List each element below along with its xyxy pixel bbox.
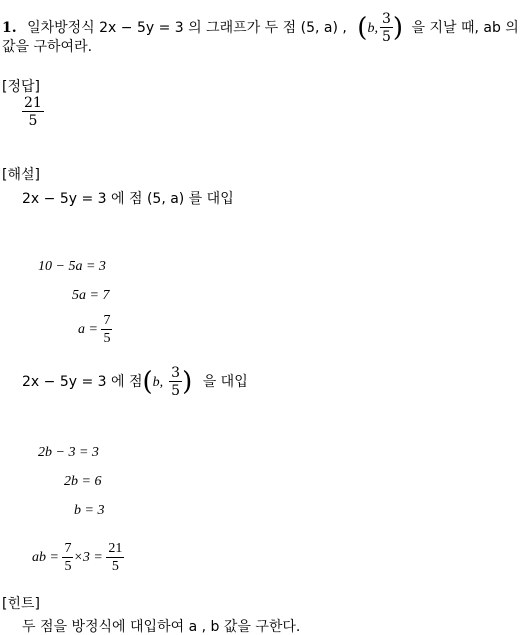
answer-value	[22, 96, 44, 128]
equation-3-num: 7	[103, 313, 111, 328]
problem-text-after: 을 지날 때, ab 의	[411, 20, 519, 36]
equation-5: 2b = 6	[64, 474, 102, 489]
equation-2: 5a = 7	[72, 288, 110, 303]
step2-b: b,	[152, 375, 164, 390]
equation-3-den: 5	[103, 331, 111, 346]
step2-prefix: 2x − 5y = 3 에 점	[22, 374, 143, 390]
problem-fraction	[380, 12, 393, 44]
final-equation	[32, 542, 124, 574]
final-mid: ×3 =	[73, 550, 103, 566]
final-f1-den: 5	[64, 559, 72, 574]
final-f2-num: 21	[108, 541, 123, 556]
problem-fraction-num: 3	[381, 11, 391, 27]
final-lhs: ab =	[32, 550, 59, 566]
problem-text-before: 일차방정식 2x − 5y = 3 의 그래프가 두 점 (5, a) ,	[27, 20, 347, 36]
paren-close: )	[392, 13, 404, 43]
step2-fraction	[169, 366, 182, 398]
equation-4: 2b − 3 = 3	[38, 445, 99, 460]
equation-3	[78, 314, 112, 346]
equation-6: b = 3	[74, 503, 105, 518]
problem-line2: 값을 구하여라.	[2, 39, 93, 55]
final-fraction-1	[62, 542, 73, 574]
final-fraction-2	[106, 542, 124, 574]
equation-3-fraction	[101, 314, 112, 346]
hint-label: [힌트]	[2, 596, 40, 612]
step2-num: 3	[171, 365, 181, 381]
final-f1-num: 7	[64, 541, 72, 556]
step2-paren-open: (	[142, 367, 153, 397]
answer-num: 21	[24, 95, 42, 111]
equation-1: 10 − 5a = 3	[38, 259, 106, 274]
explanation-step2	[22, 366, 248, 398]
problem-number: 1.	[2, 20, 17, 36]
explanation-step1: 2x − 5y = 3 에 점 (5, a) 를 대입	[22, 191, 234, 207]
hint-text: 두 점을 방정식에 대입하여 a , b 값을 구한다.	[22, 619, 301, 635]
step2-suffix: 을 대입	[202, 374, 248, 390]
step2-paren-close: )	[182, 367, 193, 397]
explanation-label: [해설]	[2, 167, 40, 183]
problem-fraction-den: 5	[381, 29, 391, 45]
final-f2-den: 5	[111, 559, 119, 574]
answer-label: [정답]	[2, 79, 40, 95]
equation-3-lhs: a =	[78, 322, 98, 338]
answer-den: 5	[28, 113, 38, 129]
answer-fraction	[22, 96, 44, 128]
point-b-label: b,	[367, 21, 378, 36]
step2-den: 5	[171, 383, 181, 399]
paren-open: (	[357, 13, 368, 43]
